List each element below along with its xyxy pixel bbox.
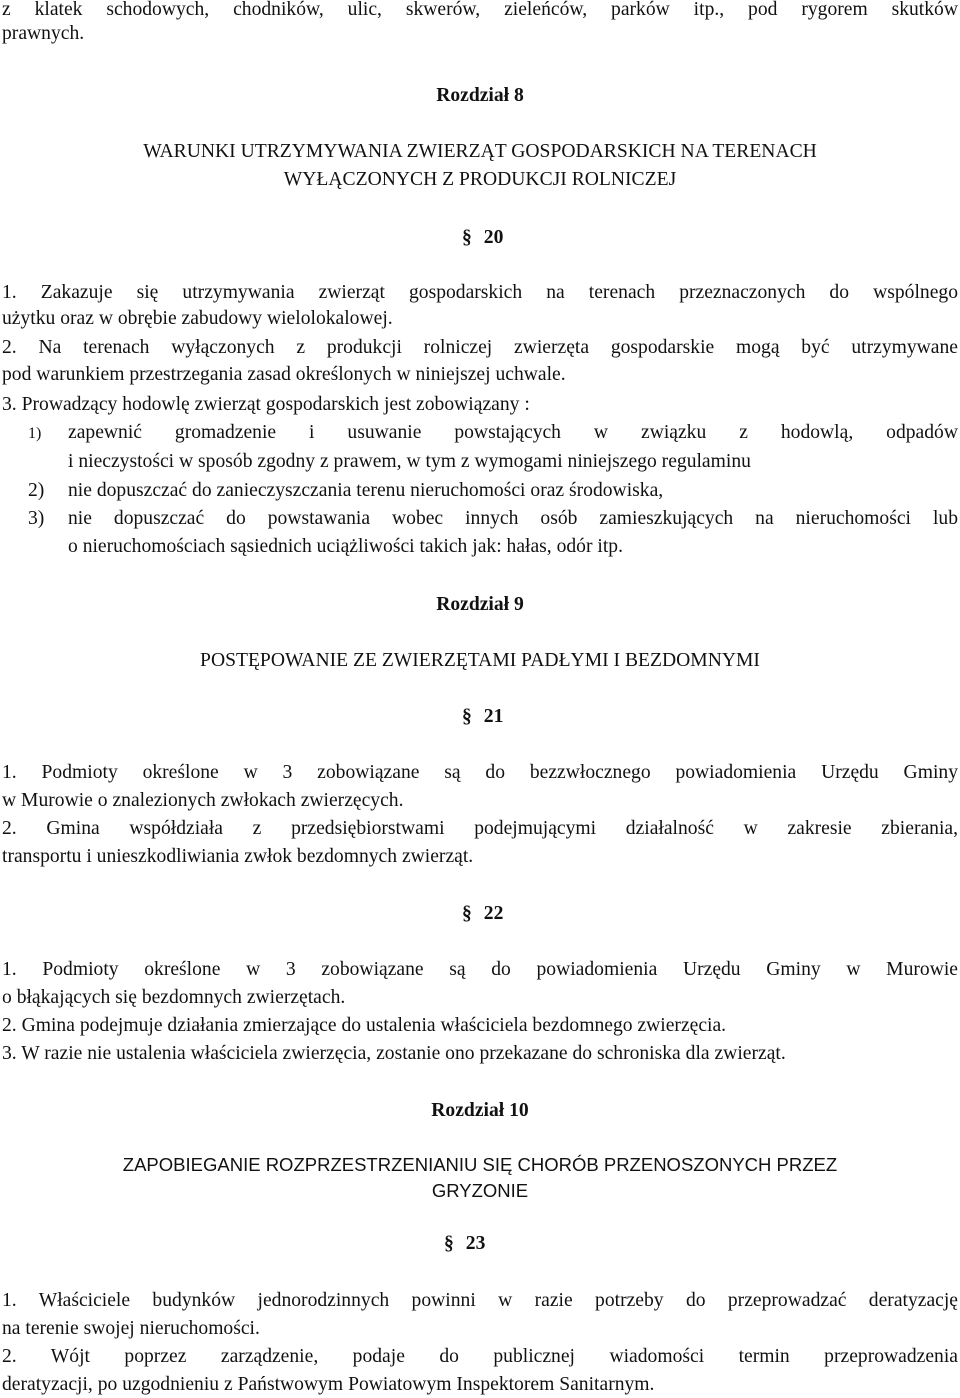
text-line: 3. W razie nie ustalenia właściciela zwierzęcia, zostanie ono przekazane do schroniska dla zwierząt.: [2, 1043, 786, 1064]
list-item-text: nie dopuszczać do zanieczyszczania terenu nieruchomości oraz środowiska,: [68, 480, 664, 501]
section-sign: §: [462, 903, 472, 924]
text-line: w Murowie o znalezionych zwłokach zwierzęcych.: [2, 790, 404, 811]
text-line: o błąkających się bezdomnych zwierzętach.: [2, 987, 346, 1008]
paragraph-21-heading: [462, 705, 503, 729]
list-item-text: i nieczystości w sposób zgodny z prawem, w tym z wymogami niniejszego regulaminu: [68, 451, 751, 472]
text-line: 1. Podmioty określone w 3 zobowiązane są do bezzwłocznego powiadomienia Urzędu Gminy: [2, 762, 958, 783]
chapter-9-title: Rozdział 9: [436, 594, 524, 615]
text-line: prawnych.: [2, 23, 85, 44]
chapter-9-heading: POSTĘPOWANIE ZE ZWIERZĘTAMI PADŁYMI I BEZDOMNYMI: [200, 650, 760, 671]
text-line: na terenie swojej nieruchomości.: [2, 1318, 260, 1339]
text-line: z klatek schodowych, chodników, ulic, skwerów, zieleńców, parków itp., pod rygorem skutków: [2, 0, 958, 20]
chapter-8-heading: WYŁĄCZONYCH Z PRODUKCJI ROLNICZEJ: [283, 169, 677, 190]
text-line: 1. Podmioty określone w 3 zobowiązane są do powiadomienia Urzędu Gminy w Murowie: [2, 959, 958, 980]
paragraph-number: 20: [483, 227, 504, 248]
list-item-number: 3): [28, 508, 45, 529]
text-line: deratyzacji, po uzgodnieniu z Państwowym Powiatowym Inspektorem Sanitarnym.: [2, 1374, 655, 1395]
chapter-10-heading: GRYZONIE: [431, 1180, 529, 1201]
list-item-text: nie dopuszczać do powstawania wobec innych osób zamieszkujących na nieruchomości lub: [68, 508, 958, 529]
chapter-10-title: Rozdział 10: [431, 1100, 529, 1121]
section-sign: §: [444, 1233, 454, 1254]
text-line: 2. Na terenach wyłączonych z produkcji rolniczej zwierzęta gospodarskie mogą być utrzymywane: [2, 337, 958, 358]
text-line: 1. Właściciele budynków jednorodzinnych powinni w razie potrzeby do przeprowadzać deratyzację: [2, 1290, 958, 1311]
list-item-text: zapewnić gromadzenie i usuwanie powstających w związku z hodowlą, odpadów: [68, 422, 958, 443]
list-item-number: 2): [28, 480, 45, 501]
text-line: 2. Gmina współdziała z przedsiębiorstwami podejmującymi działalność w zakresie zbierania,: [2, 818, 958, 839]
paragraph-22-heading: [462, 902, 503, 926]
text-line: użytku oraz w obrębie zabudowy wielolokalowej.: [2, 308, 393, 329]
paragraph-23-heading: [444, 1232, 485, 1256]
list-item-text: o nieruchomościach sąsiednich uciążliwości takich jak: hałas, odór itp.: [68, 536, 623, 557]
text-line: transportu i unieszkodliwiania zwłok bezdomnych zwierząt.: [2, 846, 474, 867]
text-line: 1. Zakazuje się utrzymywania zwierząt gospodarskich na terenach przeznaczonych do wspólnego: [2, 282, 958, 303]
section-sign: §: [462, 227, 472, 248]
paragraph-20-heading: [462, 226, 503, 250]
section-sign: §: [462, 706, 472, 727]
chapter-10-heading: ZAPOBIEGANIE ROZPRZESTRZENIANIU SIĘ CHORÓB PRZENOSZONYCH PRZEZ: [122, 1154, 838, 1175]
text-line: pod warunkiem przestrzegania zasad określonych w niniejszej uchwale.: [2, 364, 566, 385]
chapter-8-title: Rozdział 8: [436, 85, 524, 106]
paragraph-number: 21: [483, 706, 504, 727]
paragraph-number: 23: [465, 1233, 486, 1254]
text-line: 3. Prowadzący hodowlę zwierząt gospodarskich jest zobowiązany :: [2, 394, 530, 415]
chapter-8-heading: WARUNKI UTRZYMYWANIA ZWIERZĄT GOSPODARSKICH NA TERENACH: [143, 141, 817, 162]
text-line: 2. Wójt poprzez zarządzenie, podaje do publicznej wiadomości termin przeprowadzenia: [2, 1346, 958, 1367]
list-item-number: 1): [28, 425, 42, 442]
paragraph-number: 22: [483, 903, 504, 924]
text-line: 2. Gmina podejmuje działania zmierzające do ustalenia właściciela bezdomnego zwierzęcia.: [2, 1015, 727, 1036]
